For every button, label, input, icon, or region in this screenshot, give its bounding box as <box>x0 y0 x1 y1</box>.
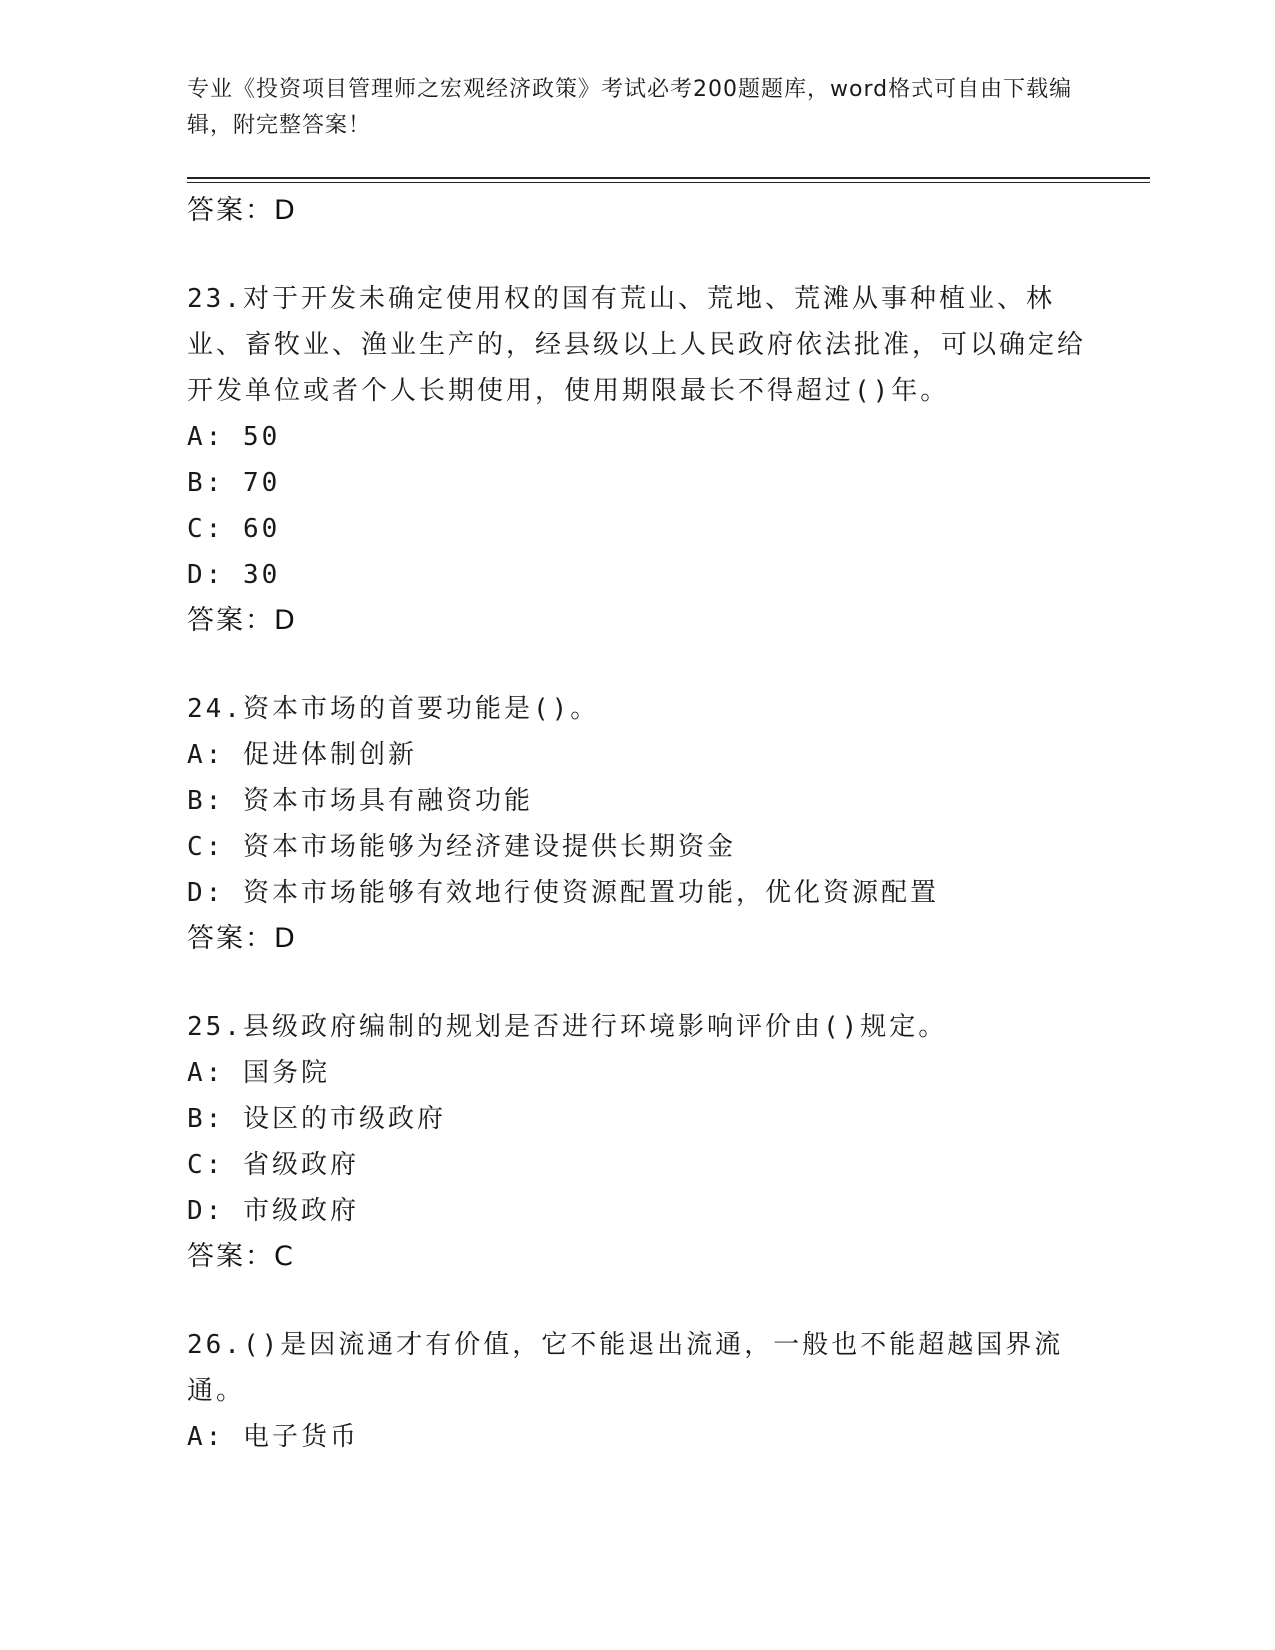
option-d: D: 30 <box>187 560 281 590</box>
document-header: 专业《投资项目管理师之宏观经济政策》考试必考200题题库，word格式可自由下载编辑，附完整答案！ <box>187 77 1073 138</box>
option-a: A: 国务院 <box>187 1058 330 1088</box>
option-d: D: 市级政府 <box>187 1196 359 1226</box>
question-text: 24.资本市场的首要功能是()。 <box>187 694 600 724</box>
option-b: B: 资本市场具有融资功能 <box>187 786 533 816</box>
answer-line: 答案：D <box>187 195 297 226</box>
option-b: B: 70 <box>187 468 281 498</box>
question-list <box>187 188 1087 1460</box>
question-24 <box>187 686 1087 962</box>
option-a: A: 促进体制创新 <box>187 740 417 770</box>
question-25 <box>187 1004 1087 1280</box>
question-text: 25.县级政府编制的规划是否进行环境影响评价由()规定。 <box>187 1012 948 1042</box>
option-a: A: 电子货币 <box>187 1422 359 1452</box>
answer-line: 答案：C <box>187 1241 295 1272</box>
answer-line: 答案：D <box>187 923 297 954</box>
question-text: 26.()是因流通才有价值，它不能退出流通，一般也不能超越国界流通。 <box>187 1330 1064 1406</box>
option-d: D: 资本市场能够有效地行使资源配置功能，优化资源配置 <box>187 878 939 908</box>
question-text: 23.对于开发未确定使用权的国有荒山、荒地、荒滩从事种植业、林业、畜牧业、渔业生产的，经县级以上人民政府依法批准，可以确定给开发单位或者个人长期使用，使用期限最长不得超过()年。 <box>187 284 1087 406</box>
option-a: A: 50 <box>187 422 281 452</box>
question-26 <box>187 1322 1087 1460</box>
option-b: B: 设区的市级政府 <box>187 1104 446 1134</box>
question-23 <box>187 276 1087 644</box>
header-divider-thin <box>187 182 1150 183</box>
answer-line: 答案：D <box>187 605 297 636</box>
option-c: C: 资本市场能够为经济建设提供长期资金 <box>187 832 736 862</box>
header-divider-thick <box>187 177 1150 179</box>
option-c: C: 60 <box>187 514 281 544</box>
option-c: C: 省级政府 <box>187 1150 359 1180</box>
